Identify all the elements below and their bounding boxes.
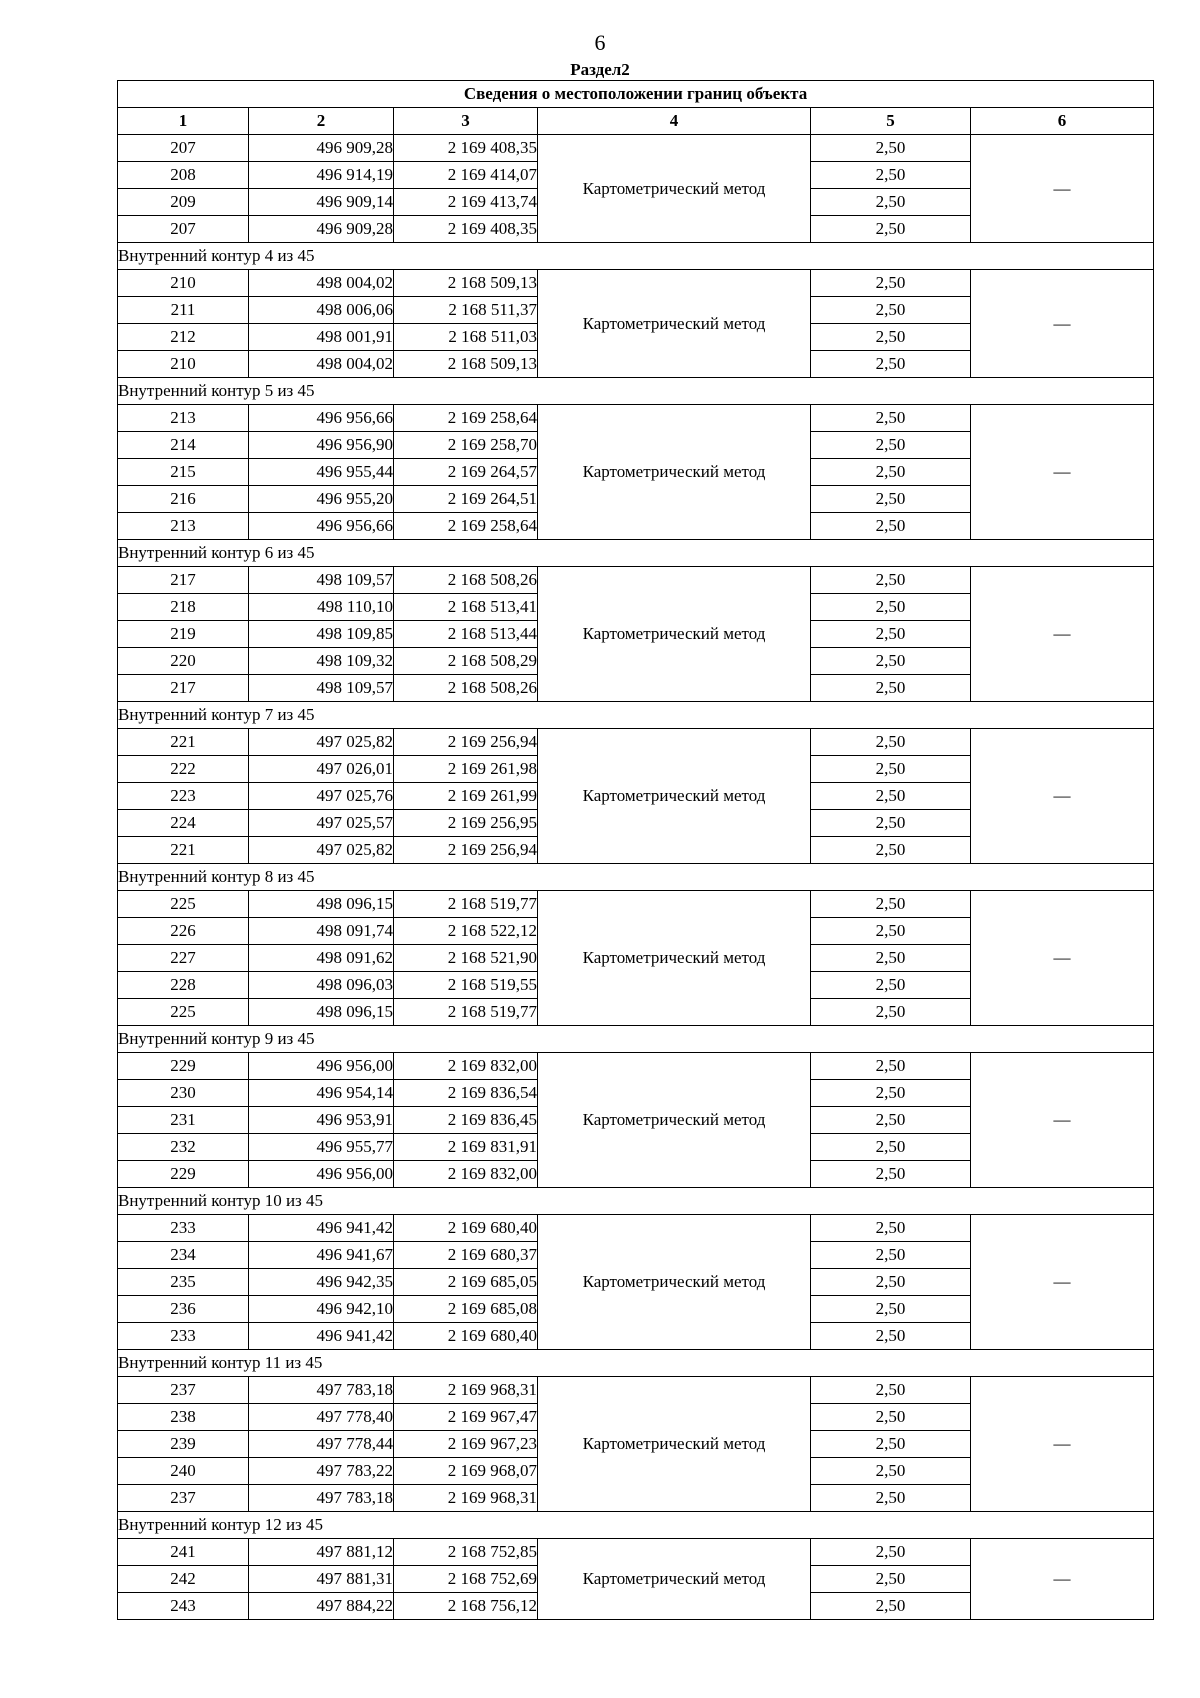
accuracy-cell: 2,50: [811, 1539, 971, 1566]
coordinate-y: 2 169 264,51: [394, 486, 538, 513]
coordinate-x: 496 914,19: [249, 162, 394, 189]
point-number: 220: [118, 648, 249, 675]
point-number: 233: [118, 1323, 249, 1350]
table-row: [118, 405, 1154, 432]
accuracy-cell: 2,50: [811, 1377, 971, 1404]
coordinate-y: 2 169 414,07: [394, 162, 538, 189]
point-number: 239: [118, 1431, 249, 1458]
accuracy-cell: 2,50: [811, 1107, 971, 1134]
coordinate-x: 498 109,57: [249, 567, 394, 594]
contour-label: Внутренний контур 8 из 45: [118, 864, 1154, 891]
contour-row: [118, 1188, 1154, 1215]
accuracy-cell: 2,50: [811, 351, 971, 378]
coordinate-x: 497 025,57: [249, 810, 394, 837]
table-row: [118, 1215, 1154, 1242]
table-row: [118, 1377, 1154, 1404]
point-number: 210: [118, 270, 249, 297]
table-caption: Сведения о местоположении границ объекта: [118, 81, 1154, 108]
table-row: [118, 567, 1154, 594]
accuracy-cell: 2,50: [811, 297, 971, 324]
note-cell: —: [971, 405, 1154, 540]
coordinate-x: 497 881,31: [249, 1566, 394, 1593]
coordinate-x: 497 783,18: [249, 1377, 394, 1404]
column-header-row: [118, 108, 1154, 135]
accuracy-cell: 2,50: [811, 1593, 971, 1620]
contour-row: [118, 1350, 1154, 1377]
method-cell: Картометрический метод: [538, 405, 811, 540]
coordinate-x: 496 941,67: [249, 1242, 394, 1269]
coordinate-y: 2 168 519,55: [394, 972, 538, 999]
accuracy-cell: 2,50: [811, 1080, 971, 1107]
coordinate-y: 2 169 831,91: [394, 1134, 538, 1161]
point-number: 230: [118, 1080, 249, 1107]
point-number: 211: [118, 297, 249, 324]
contour-row: [118, 378, 1154, 405]
coordinate-y: 2 169 261,99: [394, 783, 538, 810]
contour-label: Внутренний контур 9 из 45: [118, 1026, 1154, 1053]
contour-label: Внутренний контур 12 из 45: [118, 1512, 1154, 1539]
method-cell: Картометрический метод: [538, 1053, 811, 1188]
coordinate-x: 496 955,44: [249, 459, 394, 486]
coordinate-x: 497 783,18: [249, 1485, 394, 1512]
contour-label: Внутренний контур 6 из 45: [118, 540, 1154, 567]
point-number: 243: [118, 1593, 249, 1620]
coordinate-x: 497 026,01: [249, 756, 394, 783]
coordinate-x: 496 955,20: [249, 486, 394, 513]
point-number: 221: [118, 837, 249, 864]
point-number: 241: [118, 1539, 249, 1566]
accuracy-cell: 2,50: [811, 1431, 971, 1458]
point-number: 237: [118, 1377, 249, 1404]
accuracy-cell: 2,50: [811, 783, 971, 810]
coordinate-x: 497 025,82: [249, 729, 394, 756]
column-header: 3: [394, 108, 538, 135]
method-cell: Картометрический метод: [538, 891, 811, 1026]
contour-row: [118, 1026, 1154, 1053]
point-number: 222: [118, 756, 249, 783]
contour-row: [118, 864, 1154, 891]
coordinate-x: 498 096,15: [249, 999, 394, 1026]
coordinate-y: 2 168 756,12: [394, 1593, 538, 1620]
accuracy-cell: 2,50: [811, 621, 971, 648]
coordinate-x: 496 953,91: [249, 1107, 394, 1134]
accuracy-cell: 2,50: [811, 918, 971, 945]
coordinate-y: 2 168 508,26: [394, 675, 538, 702]
coordinate-x: 497 783,22: [249, 1458, 394, 1485]
accuracy-cell: 2,50: [811, 405, 971, 432]
method-cell: Картометрический метод: [538, 567, 811, 702]
method-cell: Картометрический метод: [538, 1215, 811, 1350]
accuracy-cell: 2,50: [811, 648, 971, 675]
note-cell: —: [971, 567, 1154, 702]
coordinate-y: 2 168 508,26: [394, 567, 538, 594]
point-number: 233: [118, 1215, 249, 1242]
coordinate-x: 497 778,44: [249, 1431, 394, 1458]
coordinate-x: 496 956,00: [249, 1161, 394, 1188]
accuracy-cell: 2,50: [811, 1134, 971, 1161]
coordinate-y: 2 168 509,13: [394, 270, 538, 297]
column-header: 5: [811, 108, 971, 135]
point-number: 217: [118, 567, 249, 594]
coordinate-y: 2 169 258,64: [394, 405, 538, 432]
point-number: 236: [118, 1296, 249, 1323]
contour-row: [118, 243, 1154, 270]
coordinate-y: 2 169 680,37: [394, 1242, 538, 1269]
accuracy-cell: 2,50: [811, 1269, 971, 1296]
coordinate-x: 496 941,42: [249, 1323, 394, 1350]
coordinate-y: 2 168 519,77: [394, 891, 538, 918]
coordinate-x: 498 109,85: [249, 621, 394, 648]
coordinate-x: 496 942,35: [249, 1269, 394, 1296]
point-number: 226: [118, 918, 249, 945]
coordinate-y: 2 169 685,05: [394, 1269, 538, 1296]
coordinate-y: 2 168 752,85: [394, 1539, 538, 1566]
point-number: 227: [118, 945, 249, 972]
coordinate-x: 498 091,74: [249, 918, 394, 945]
accuracy-cell: 2,50: [811, 270, 971, 297]
coordinate-y: 2 168 522,12: [394, 918, 538, 945]
column-header: 1: [118, 108, 249, 135]
coordinate-x: 498 096,15: [249, 891, 394, 918]
method-cell: Картометрический метод: [538, 729, 811, 864]
page-number: 6: [594, 30, 606, 55]
coordinate-x: 496 942,10: [249, 1296, 394, 1323]
coordinate-y: 2 169 264,57: [394, 459, 538, 486]
method-cell: Картометрический метод: [538, 270, 811, 378]
accuracy-cell: 2,50: [811, 1296, 971, 1323]
point-number: 208: [118, 162, 249, 189]
accuracy-cell: 2,50: [811, 1458, 971, 1485]
accuracy-cell: 2,50: [811, 162, 971, 189]
contour-label: Внутренний контур 11 из 45: [118, 1350, 1154, 1377]
coordinate-y: 2 169 261,98: [394, 756, 538, 783]
note-cell: —: [971, 1539, 1154, 1620]
coordinate-x: 497 884,22: [249, 1593, 394, 1620]
accuracy-cell: 2,50: [811, 1053, 971, 1080]
point-number: 221: [118, 729, 249, 756]
accuracy-cell: 2,50: [811, 513, 971, 540]
coordinate-y: 2 169 832,00: [394, 1161, 538, 1188]
table-row: [118, 1539, 1154, 1566]
accuracy-cell: 2,50: [811, 675, 971, 702]
accuracy-cell: 2,50: [811, 216, 971, 243]
point-number: 229: [118, 1053, 249, 1080]
contour-row: [118, 540, 1154, 567]
table-row: [118, 1053, 1154, 1080]
contour-label: Внутренний контур 4 из 45: [118, 243, 1154, 270]
coordinate-x: 497 025,82: [249, 837, 394, 864]
accuracy-cell: 2,50: [811, 432, 971, 459]
table-body: [118, 135, 1154, 1620]
note-cell: —: [971, 1377, 1154, 1512]
accuracy-cell: 2,50: [811, 1215, 971, 1242]
accuracy-cell: 2,50: [811, 756, 971, 783]
coordinate-y: 2 168 513,41: [394, 594, 538, 621]
point-number: 207: [118, 216, 249, 243]
coordinate-y: 2 169 968,07: [394, 1458, 538, 1485]
point-number: 238: [118, 1404, 249, 1431]
point-number: 234: [118, 1242, 249, 1269]
point-number: 209: [118, 189, 249, 216]
contour-label: Внутренний контур 5 из 45: [118, 378, 1154, 405]
point-number: 225: [118, 999, 249, 1026]
point-number: 242: [118, 1566, 249, 1593]
coordinate-y: 2 169 685,08: [394, 1296, 538, 1323]
coordinate-x: 496 956,66: [249, 513, 394, 540]
point-number: 213: [118, 513, 249, 540]
point-number: 212: [118, 324, 249, 351]
accuracy-cell: 2,50: [811, 837, 971, 864]
point-number: 216: [118, 486, 249, 513]
method-cell: Картометрический метод: [538, 1539, 811, 1620]
coordinate-x: 497 881,12: [249, 1539, 394, 1566]
method-cell: Картометрический метод: [538, 135, 811, 243]
point-number: 224: [118, 810, 249, 837]
coordinate-y: 2 168 509,13: [394, 351, 538, 378]
point-number: 217: [118, 675, 249, 702]
accuracy-cell: 2,50: [811, 1404, 971, 1431]
accuracy-cell: 2,50: [811, 891, 971, 918]
note-cell: —: [971, 729, 1154, 864]
accuracy-cell: 2,50: [811, 972, 971, 999]
boundary-table: [117, 80, 1154, 1620]
column-header: 4: [538, 108, 811, 135]
accuracy-cell: 2,50: [811, 1242, 971, 1269]
accuracy-cell: 2,50: [811, 810, 971, 837]
accuracy-cell: 2,50: [811, 945, 971, 972]
coordinate-y: 2 169 967,47: [394, 1404, 538, 1431]
accuracy-cell: 2,50: [811, 1161, 971, 1188]
point-number: 232: [118, 1134, 249, 1161]
point-number: 223: [118, 783, 249, 810]
coordinate-y: 2 168 752,69: [394, 1566, 538, 1593]
coordinate-x: 498 109,57: [249, 675, 394, 702]
note-cell: —: [971, 135, 1154, 243]
point-number: 214: [118, 432, 249, 459]
note-cell: —: [971, 1215, 1154, 1350]
accuracy-cell: 2,50: [811, 729, 971, 756]
coordinate-x: 496 956,90: [249, 432, 394, 459]
point-number: 237: [118, 1485, 249, 1512]
accuracy-cell: 2,50: [811, 324, 971, 351]
coordinate-y: 2 169 256,95: [394, 810, 538, 837]
accuracy-cell: 2,50: [811, 1485, 971, 1512]
accuracy-cell: 2,50: [811, 135, 971, 162]
method-cell: Картометрический метод: [538, 1377, 811, 1512]
point-number: 240: [118, 1458, 249, 1485]
coordinate-y: 2 168 519,77: [394, 999, 538, 1026]
coordinate-y: 2 169 256,94: [394, 729, 538, 756]
coordinate-y: 2 169 967,23: [394, 1431, 538, 1458]
column-header: 2: [249, 108, 394, 135]
coordinate-x: 498 006,06: [249, 297, 394, 324]
accuracy-cell: 2,50: [811, 189, 971, 216]
coordinate-y: 2 168 511,37: [394, 297, 538, 324]
coordinate-x: 498 109,32: [249, 648, 394, 675]
coordinate-y: 2 168 511,03: [394, 324, 538, 351]
coordinate-y: 2 168 513,44: [394, 621, 538, 648]
table-row: [118, 729, 1154, 756]
coordinate-x: 498 110,10: [249, 594, 394, 621]
coordinate-y: 2 169 413,74: [394, 189, 538, 216]
coordinate-x: 496 956,66: [249, 405, 394, 432]
coordinate-x: 496 909,14: [249, 189, 394, 216]
accuracy-cell: 2,50: [811, 567, 971, 594]
contour-label: Внутренний контур 10 из 45: [118, 1188, 1154, 1215]
table-row: [118, 135, 1154, 162]
point-number: 225: [118, 891, 249, 918]
coordinate-x: 496 956,00: [249, 1053, 394, 1080]
point-number: 215: [118, 459, 249, 486]
coordinate-x: 496 954,14: [249, 1080, 394, 1107]
coordinate-y: 2 169 258,64: [394, 513, 538, 540]
coordinate-x: 498 004,02: [249, 270, 394, 297]
point-number: 218: [118, 594, 249, 621]
coordinate-x: 497 025,76: [249, 783, 394, 810]
point-number: 229: [118, 1161, 249, 1188]
contour-label: Внутренний контур 7 из 45: [118, 702, 1154, 729]
point-number: 210: [118, 351, 249, 378]
point-number: 235: [118, 1269, 249, 1296]
coordinate-x: 498 091,62: [249, 945, 394, 972]
coordinate-y: 2 169 836,54: [394, 1080, 538, 1107]
coordinate-y: 2 169 968,31: [394, 1377, 538, 1404]
coordinate-x: 498 001,91: [249, 324, 394, 351]
coordinate-y: 2 168 508,29: [394, 648, 538, 675]
point-number: 207: [118, 135, 249, 162]
note-cell: —: [971, 1053, 1154, 1188]
accuracy-cell: 2,50: [811, 1323, 971, 1350]
coordinate-x: 496 941,42: [249, 1215, 394, 1242]
accuracy-cell: 2,50: [811, 594, 971, 621]
coordinate-y: 2 169 408,35: [394, 216, 538, 243]
coordinate-x: 496 955,77: [249, 1134, 394, 1161]
coordinate-y: 2 169 258,70: [394, 432, 538, 459]
contour-row: [118, 1512, 1154, 1539]
accuracy-cell: 2,50: [811, 999, 971, 1026]
note-cell: —: [971, 891, 1154, 1026]
note-cell: —: [971, 270, 1154, 378]
coordinate-x: 497 778,40: [249, 1404, 394, 1431]
coordinate-y: 2 169 968,31: [394, 1485, 538, 1512]
coordinate-y: 2 169 408,35: [394, 135, 538, 162]
point-number: 231: [118, 1107, 249, 1134]
accuracy-cell: 2,50: [811, 486, 971, 513]
accuracy-cell: 2,50: [811, 1566, 971, 1593]
coordinate-y: 2 169 680,40: [394, 1323, 538, 1350]
table-row: [118, 891, 1154, 918]
column-header: 6: [971, 108, 1154, 135]
contour-row: [118, 702, 1154, 729]
coordinate-x: 496 909,28: [249, 216, 394, 243]
coordinate-y: 2 169 836,45: [394, 1107, 538, 1134]
coordinate-x: 496 909,28: [249, 135, 394, 162]
coordinate-x: 498 096,03: [249, 972, 394, 999]
section-title: Раздел2: [570, 60, 630, 79]
coordinate-y: 2 169 680,40: [394, 1215, 538, 1242]
point-number: 213: [118, 405, 249, 432]
coordinate-y: 2 168 521,90: [394, 945, 538, 972]
coordinate-x: 498 004,02: [249, 351, 394, 378]
point-number: 228: [118, 972, 249, 999]
point-number: 219: [118, 621, 249, 648]
coordinate-y: 2 169 256,94: [394, 837, 538, 864]
accuracy-cell: 2,50: [811, 459, 971, 486]
coordinate-y: 2 169 832,00: [394, 1053, 538, 1080]
table-row: [118, 270, 1154, 297]
